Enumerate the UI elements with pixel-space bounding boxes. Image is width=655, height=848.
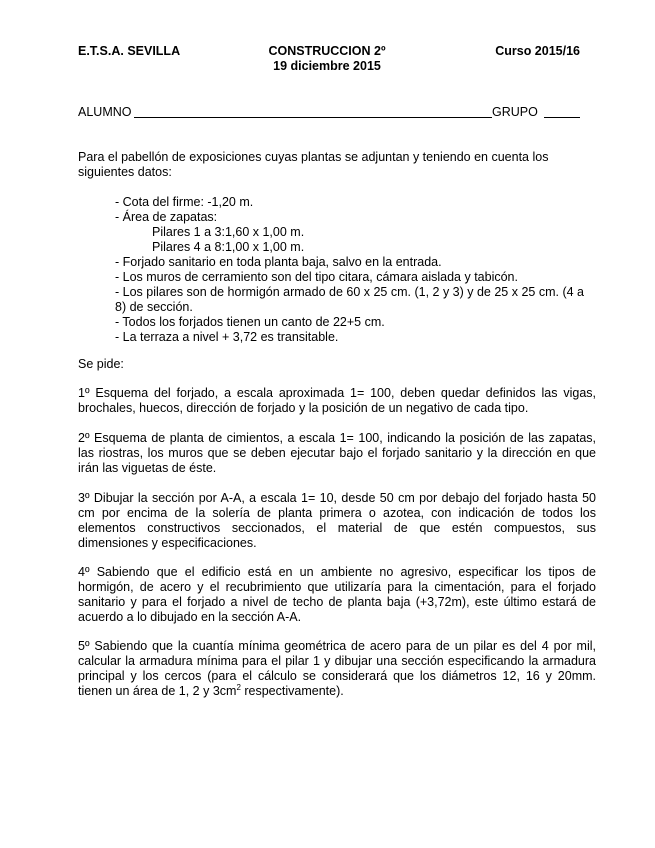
data-item-pilares-1-3: Pilares 1 a 3:1,60 x 1,00 m.: [152, 225, 305, 239]
grupo-line[interactable]: [544, 117, 580, 118]
question-3: 3º Dibujar la sección por A-A, a escala 1= 10, desde 50 cm por debajo del forjado hasta 50 cm por encima de la solería de planta primera o azotea, con indicación de todos los elementos constructivos seccionados, el material de que estén compuestos, sus dimensiones y especificaciones.: [78, 491, 596, 550]
data-list: [115, 195, 595, 345]
question-5: [78, 639, 596, 699]
question-5-text: 5º Sabiendo que la cuantía mínima geométrica de acero para de un pilar es del 4 por mil, calcular la armadura mínima para el pilar 1 y dibujar una sección especificando la armadura principal y los cercos (para el cálculo se considerará que los diámetros 12, 16 y 20mm. tienen un área de 1, 2 y 3cm: [78, 639, 596, 698]
question-4: 4º Sabiendo que el edificio está en un ambiente no agresivo, especificar los tipos de hormigón, de acero y el recubrimiento que utilizaría para la cimentación, para el forjado sanitario y para el forjado a nivel de techo de planta baja (+3,72m), este último estará de acuerdo a lo dibujado en la sección A-A.: [78, 565, 596, 624]
question-5-end: respectivamente).: [240, 684, 344, 698]
exam-header-center: [222, 44, 432, 74]
data-item-terraza: - La terraza a nivel + 3,72 es transitable.: [115, 330, 339, 344]
intro-paragraph: Para el pabellón de exposiciones cuyas plantas se adjuntan y teniendo en cuenta los siguientes datos:: [78, 150, 549, 179]
se-pide-heading: Se pide:: [78, 357, 124, 371]
question-2: 2º Esquema de planta de cimientos, a escala 1= 100, indicando la posición de las zapatas, las riostras, los muros que se deben ejecutar bajo el forjado sanitario y la dirección en que irán las viguetas de éste.: [78, 431, 596, 475]
question-1: 1º Esquema del forjado, a escala aproximada 1= 100, deben quedar definidos las vigas, brochales, huecos, dirección de forjado y la posición de un negativo de cada tipo.: [78, 386, 596, 415]
academic-year: Curso 2015/16: [495, 44, 580, 58]
student-info-row: [78, 104, 580, 120]
alumno-label: ALUMNO: [78, 105, 132, 119]
data-item-cota: - Cota del firme: -1,20 m.: [115, 195, 254, 209]
data-item-forjado-sanitario: - Forjado sanitario en toda planta baja, salvo en la entrada.: [115, 255, 442, 269]
question-5-superscript: 2: [236, 682, 241, 692]
data-item-pilares: - Los pilares son de hormigón armado de 60 x 25 cm. (1, 2 y 3) y de 25 x 25 cm. (4 a 8) de sección.: [115, 285, 584, 314]
grupo-label: GRUPO: [492, 105, 538, 119]
exam-date: 19 diciembre 2015: [273, 59, 381, 73]
data-item-forjados-canto: - Todos los forjados tienen un canto de 22+5 cm.: [115, 315, 385, 329]
data-item-muros: - Los muros de cerramiento son del tipo citara, cámara aislada y tabicón.: [115, 270, 518, 284]
alumno-name-line[interactable]: [134, 117, 492, 118]
data-item-pilares-4-8: Pilares 4 a 8:1,00 x 1,00 m.: [152, 240, 305, 254]
course-title: CONSTRUCCION 2º: [268, 44, 386, 58]
school-name: E.T.S.A. SEVILLA: [78, 44, 181, 58]
data-item-area-zapatas: - Área de zapatas:: [115, 210, 218, 224]
